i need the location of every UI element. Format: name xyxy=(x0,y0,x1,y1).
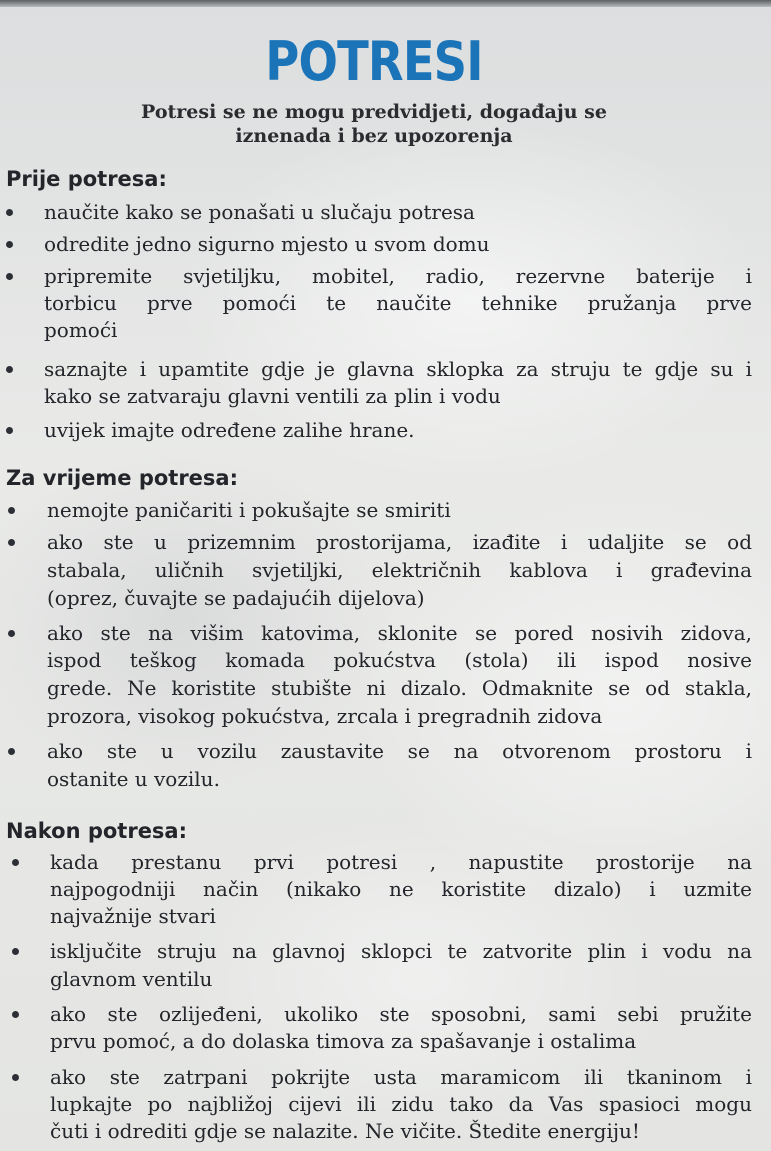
bullet-icon xyxy=(6,241,13,248)
list-item-line: odredite jedno sigurno mjesto u svom domu xyxy=(44,232,490,256)
bullet-icon xyxy=(8,507,15,514)
poster-title: POTRESI xyxy=(265,30,483,93)
section-heading: Nakon potresa: xyxy=(6,819,188,843)
list-item-line: lupkajte po najbližoj cijevi ili zidu tako da Vas spasioci mogu xyxy=(50,1092,752,1116)
list-item-line: pomoći xyxy=(44,318,118,342)
list-item-line: ispod teškog komada pokućstva (stola) ili ispod nosive xyxy=(47,648,752,672)
bullet-icon xyxy=(6,427,13,434)
list-item-line: naučite kako se ponašati u slučaju potresa xyxy=(44,200,475,224)
photo-top-edge xyxy=(0,0,771,7)
bullet-icon xyxy=(12,1011,19,1018)
list-item-line: nemojte paničariti i pokušajte se smiriti xyxy=(47,498,451,522)
subtitle-line: iznenada i bez upozorenja xyxy=(235,125,513,147)
bullet-icon xyxy=(8,748,15,755)
list-item-line: ostanite u vozilu. xyxy=(47,767,220,791)
list-item-line: glavnom ventilu xyxy=(50,967,213,991)
list-item-line: pripremite svjetiljku, mobitel, radio, rezervne baterije i xyxy=(44,264,752,288)
list-item-line: prvu pomoć, a do dolaska timova za spašavanje i ostalima xyxy=(50,1029,637,1053)
list-item-line: (oprez, čuvajte se padajućih dijelova) xyxy=(47,586,425,610)
section-heading: Prije potresa: xyxy=(6,167,167,191)
poster-subtitle xyxy=(0,100,748,148)
bullet-icon xyxy=(12,948,19,955)
list-item-line: najpogodniji način (nikako ne koristite dizalo) i uzmite xyxy=(50,877,752,901)
list-item-line: čuti i odrediti gdje se nalazite. Ne vičite. Štedite energiju! xyxy=(50,1119,640,1143)
list-item-line: najvažnije stvari xyxy=(50,904,216,928)
list-item-line: uvijek imajte određene zalihe hrane. xyxy=(44,418,415,442)
list-item-line: kada prestanu prvi potresi , napustite prostorije na xyxy=(50,850,752,874)
list-item-line: ako ste u vozilu zaustavite se na otvorenom prostoru i xyxy=(47,739,752,763)
list-item-line: ako ste zatrpani pokrijte usta maramicom ili tkaninom i xyxy=(50,1065,752,1089)
section-heading: Za vrijeme potresa: xyxy=(6,466,238,490)
subtitle-line: Potresi se ne mogu predvidjeti, događaju se xyxy=(141,101,607,123)
bullet-icon xyxy=(6,273,13,280)
list-item-line: torbicu prve pomoći te naučite tehnike pružanja prve xyxy=(44,291,752,315)
list-item-line: ako ste na višim katovima, sklonite se pored nosivih zidova, xyxy=(47,621,752,645)
list-item-line: kako se zatvaraju glavni ventili za plin i vodu xyxy=(44,384,501,408)
bullet-icon xyxy=(12,1074,19,1081)
list-item-line: prozora, visokog pokućstva, zrcala i pregradnih zidova xyxy=(47,704,603,728)
bullet-icon xyxy=(8,539,15,546)
list-item-line: ako ste ozlijeđeni, ukoliko ste sposobni, sami sebi pružite xyxy=(50,1002,752,1026)
list-item-line: ako ste u prizemnim prostorijama, izađite i udaljite se od xyxy=(47,530,752,554)
bullet-icon xyxy=(8,630,15,637)
list-item-line: saznajte i upamtite gdje je glavna sklopka za struju te gdje su i xyxy=(44,357,752,381)
bullet-icon xyxy=(12,859,19,866)
list-item-line: isključite struju na glavnoj sklopci te zatvorite plin i vodu na xyxy=(50,939,752,963)
bullet-icon xyxy=(6,366,13,373)
list-item-line: grede. Ne koristite stubište ni dizalo. Odmaknite se od stakla, xyxy=(47,676,752,700)
bullet-icon xyxy=(6,209,13,216)
list-item-line: stabala, uličnih svjetiljki, električnih kablova i građevina xyxy=(47,558,752,582)
